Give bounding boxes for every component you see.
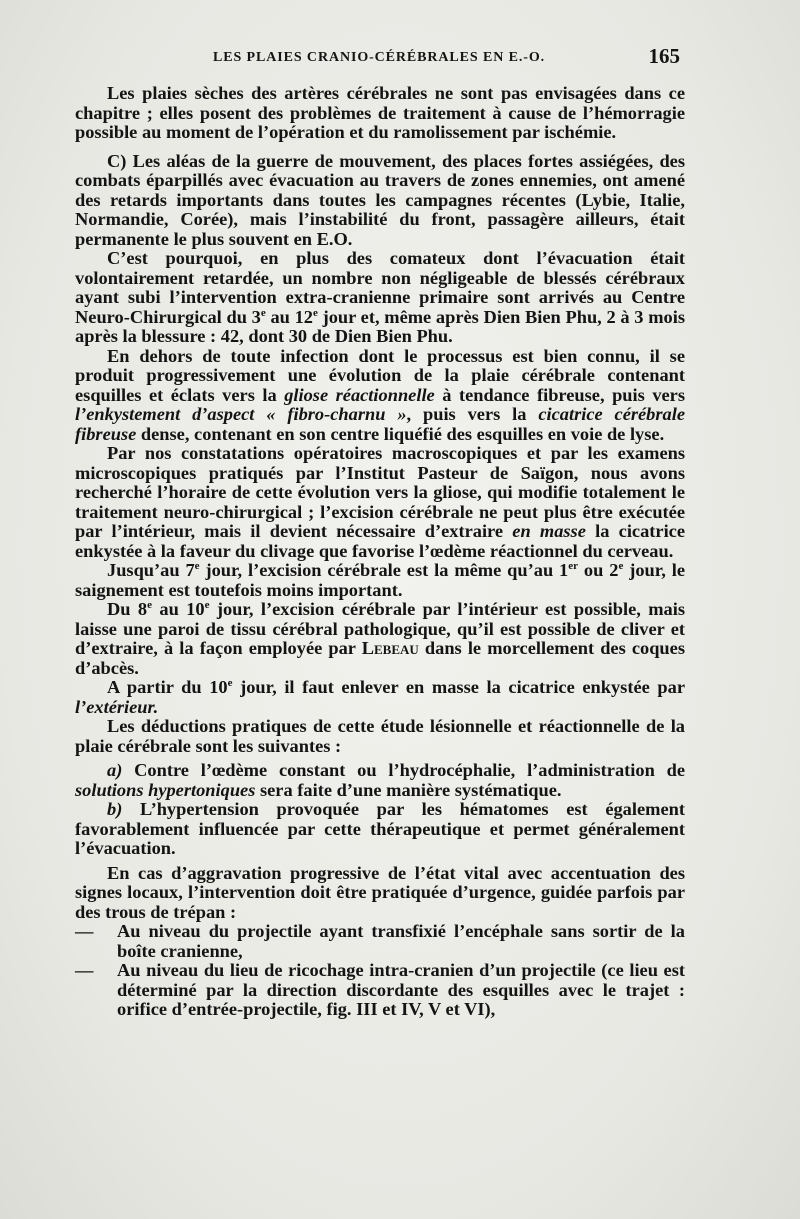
dash-mark: — — [75, 921, 94, 941]
text-segment: à tendance fibreuse, puis vers — [434, 384, 685, 405]
text-segment: , puis vers la — [406, 404, 539, 424]
text-segment: A partir du 10 — [107, 677, 228, 697]
author-name: Lebeau — [361, 638, 419, 658]
text-segment: C’est pourquoi, en plus des comateux dont l’évacuation était volontairement retardée, un nombre non négligeable de blessés cérébraux ayant subi l’intervention extra-cranienne primaire sont arrivés au Centre Neuro-Chirurgical du 3 — [75, 248, 685, 327]
dash-item-1 — [75, 922, 685, 961]
text-segment: jour, il faut enlever en masse la cicatrice enkystée par — [232, 677, 685, 697]
text-segment: jour et, même après Dien Bien Phu, 2 à 3 mois après la blessure : 42, dont 30 de Dien Bien Phu. — [75, 306, 685, 346]
italic-text: en masse — [512, 521, 586, 541]
paragraph-12 — [75, 864, 685, 923]
text-segment: la cicatrice enkystée à la faveur du clivage que favorise l’œdème réactionnel du cerveau. — [75, 521, 686, 561]
paragraph-4 — [75, 347, 685, 445]
text-segment: Les déductions pratiques de cette étude lésionnelle et réactionnelle de la plaie cérébrale sont les suivantes : — [75, 716, 685, 756]
body-text — [75, 84, 685, 1020]
paragraph-5 — [75, 444, 685, 561]
text-segment: En dehors de toute infection dont le processus est bien connu, il se produit progressivement une évolution de la plaie cérébrale contenant esquilles et éclats vers la — [75, 345, 685, 405]
paragraph-11 — [75, 800, 685, 859]
text-segment: Contre l’œdème constant ou l’hydrocéphalie, l’administration de — [122, 760, 685, 780]
dash-item-text: Au niveau du projectile ayant transfixié l’encéphale sans sortir de la boîte cranienne, — [117, 921, 685, 961]
text-segment: au 10 — [151, 599, 205, 619]
text-segment: dense, contenant en son centre liquéfié des esquilles en voie de lyse. — [136, 423, 665, 444]
italic-text: l’extérieur. — [75, 696, 159, 717]
ordinal-superscript: er — [568, 560, 579, 572]
running-title: LES PLAIES CRANIO-CÉRÉBRALES EN E.-O. — [213, 50, 546, 65]
ordinal-superscript: e — [227, 677, 233, 689]
text-segment: jour, le saignement est toutefois moins important. — [75, 560, 685, 600]
paragraph-8 — [75, 678, 685, 717]
text-segment: jour, l’excision cérébrale est la même qu’au 1 — [199, 560, 569, 580]
text-segment: C) Les aléas de la guerre de mouvement, des places fortes assiégées, des combats éparpillés avec évacuation au travers de zones ennemies, ont amené des retards importants dans toutes les campagnes récentes (Lybie, Italie, Normandie, Corée), mais l’instabilité du front, passagère ailleurs, était permanente le plus souvent en E.O. — [75, 150, 685, 249]
ordinal-superscript: e — [618, 560, 624, 572]
text-segment: Par nos constatations opératoires macroscopiques et par les examens microscopiques pratiqués par l’Institut Pasteur de Saïgon, nous avons recherché l’horaire de cette évolution vers la gliose, qui modifie totalement le traitement neuro-chirurgical ; l’excision cérébrale ne peut plus être exécutée par l’intérieur, mais il devient nécessaire d’extraire — [75, 443, 685, 541]
paragraph-3 — [75, 249, 685, 347]
ordinal-superscript: e — [147, 599, 152, 611]
text-segment: dans le morcellement des coques d’abcès. — [75, 638, 685, 678]
italic-text: solutions hypertoniques — [75, 779, 256, 800]
ordinal-superscript: e — [194, 560, 200, 572]
dash-item-text: Au niveau du lieu de ricochage intra-cranien d’un projectile (ce lieu est déterminé par la direction discordante des esquilles avec le trajet : orifice d’entrée-projectile, fig. III et IV, V et VI), — [117, 960, 685, 1019]
text-segment: Du 8 — [107, 599, 148, 619]
page-header — [75, 44, 700, 76]
italic-text: b) — [107, 799, 123, 819]
italic-text: gliose réactionnelle — [284, 384, 435, 405]
paragraph-6 — [75, 561, 685, 600]
text-segment: Les plaies sèches des artères cérébrales ne sont pas envisagées dans ce chapitre ; elles posent des problèmes de traitement à cause de l’hémorragie possible au moment de l’opération et du ramolissement par ischémie. — [75, 83, 685, 142]
ordinal-superscript: e — [312, 306, 318, 319]
dash-mark: — — [75, 960, 94, 980]
paragraph-7 — [75, 600, 685, 678]
ordinal-superscript: e — [260, 306, 266, 319]
paragraph-1 — [75, 84, 685, 143]
text-segment: Jusqu’au 7 — [107, 560, 195, 580]
page-number: 165 — [648, 44, 680, 68]
text-segment: L’hypertension provoquée par les hématomes est également favorablement influencée par cette thérapeutique et permet généralement l’évacuation. — [75, 799, 685, 858]
text-segment: ou 2 — [578, 560, 619, 580]
text-segment: En cas d’aggravation progressive de l’état vital avec accentuation des signes locaux, l’intervention doit être pratiquée d’urgence, guidée parfois par des trous de trépan : — [75, 862, 685, 922]
text-segment: au 12 — [265, 306, 313, 327]
italic-text: l’enkystement d’aspect « fibro-charnu » — [75, 404, 407, 424]
paragraph-10 — [75, 761, 685, 800]
text-segment: sera faite d’une manière systématique. — [255, 779, 562, 800]
italic-text: a) — [107, 760, 123, 780]
dash-item-2 — [75, 961, 685, 1020]
italic-text: cicatrice cérébrale fibreuse — [75, 404, 685, 444]
paragraph-9 — [75, 717, 685, 756]
text-segment: jour, l’excision cérébrale par l’intérieur est possible, mais laisse une paroi de tissu cérébral pathologique, qu’il est possible de cliver et d’extraire, à la façon employée par — [75, 599, 685, 658]
ordinal-superscript: e — [204, 599, 210, 611]
paragraph-2 — [75, 152, 685, 250]
